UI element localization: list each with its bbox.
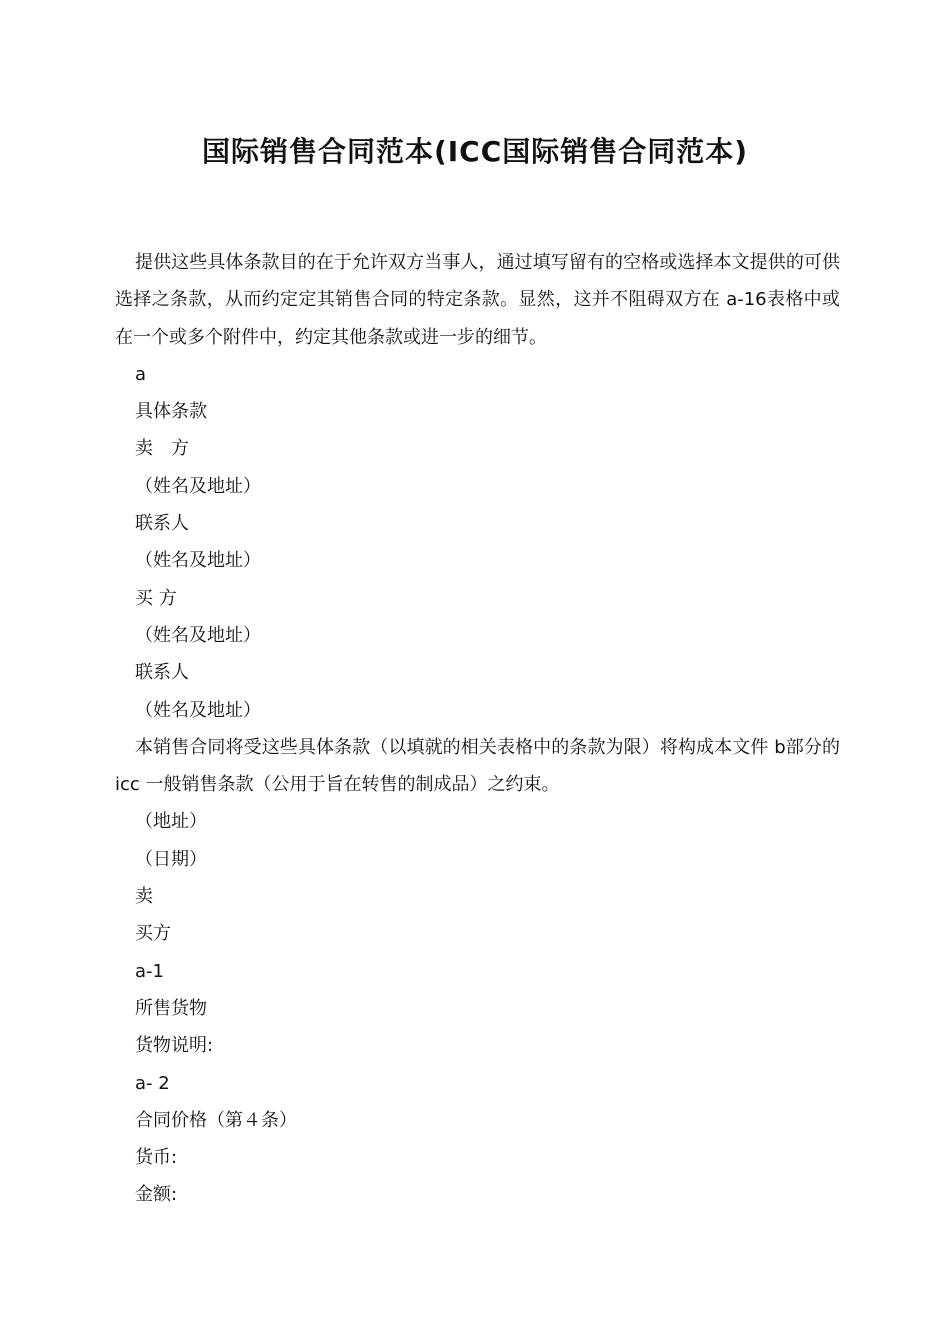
section-a2-heading: a- 2: [135, 1072, 170, 1094]
section-a-heading: a: [135, 363, 147, 385]
goods-description-label: 货物说明:: [135, 1035, 214, 1057]
section-a1-heading: a-1: [135, 960, 164, 982]
specific-terms-heading: 具体条款: [135, 401, 207, 423]
buyer-sign-label: 买方: [135, 923, 171, 945]
contract-price-heading: 合同价格（第４条）: [135, 1109, 297, 1131]
goods-sold-heading: 所售货物: [135, 997, 207, 1019]
date-label: （日期）: [135, 848, 207, 870]
seller-sign-label: 卖: [135, 886, 153, 908]
buyer-contact-name-address: （姓名及地址）: [135, 699, 261, 721]
binding-paragraph: 本销售合同将受这些具体条款（以填就的相关表格中的条款为限）将构成本文件 b部分的 icc 一般销售条款（公用于旨在转售的制成品）之约束。: [115, 736, 840, 796]
intro-paragraph: 提供这些具体条款目的在于允许双方当事人，通过填写留有的空格或选择本文提供的可供选择之条款，从而约定定其销售合同的特定条款。显然，这并不阻碍双方在 a-16表格中或在一个或多个附件中，约定其他条款或进一步的细节。: [115, 252, 840, 348]
document-body: [115, 244, 840, 1214]
seller-name-address: （姓名及地址）: [135, 475, 261, 497]
amount-label: 金额:: [135, 1184, 178, 1206]
buyer-contact-label: 联系人: [135, 662, 189, 684]
currency-label: 货币:: [135, 1147, 178, 1169]
seller-contact-label: 联系人: [135, 513, 189, 535]
buyer-name-address: （姓名及地址）: [135, 624, 261, 646]
seller-contact-name-address: （姓名及地址）: [135, 550, 261, 572]
address-label: （地址）: [135, 811, 207, 833]
document-title: 国际销售合同范本(ICC国际销售合同范本): [201, 135, 749, 168]
buyer-label: 买 方: [135, 587, 177, 609]
seller-label: 卖 方: [135, 438, 189, 460]
